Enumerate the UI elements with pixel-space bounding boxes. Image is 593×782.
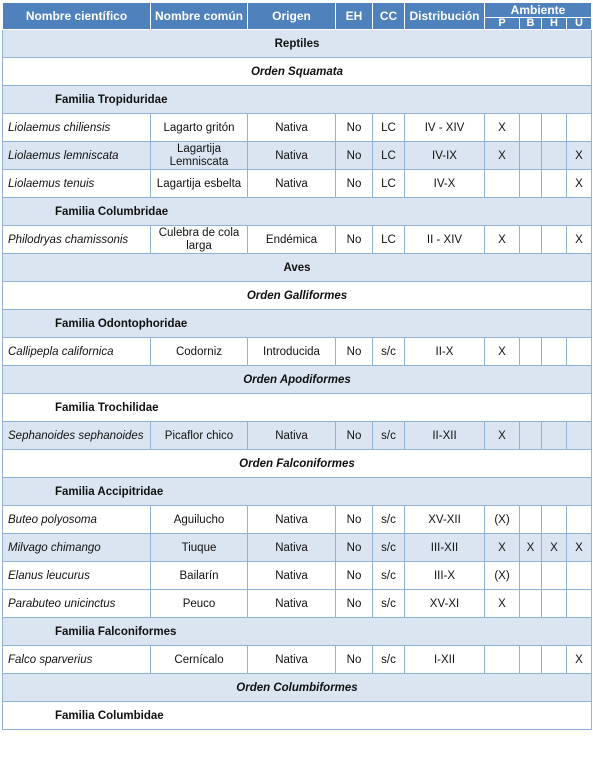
eh-value: No [336,142,373,170]
ambiente-u: X [567,170,592,198]
species-row [3,590,592,618]
species-row [3,562,592,590]
col-eh: EH [336,3,373,30]
scientific-name: Milvago chimango [3,534,151,562]
ambiente-p: X [485,338,520,366]
common-name: Peuco [151,590,248,618]
ambiente-u [567,506,592,534]
ambiente-h [542,506,567,534]
species-row [3,226,592,254]
family-row [3,702,592,730]
distribution: IV-X [405,170,485,198]
species-row [3,422,592,450]
common-name: Codorniz [151,338,248,366]
distribution: II-X [405,338,485,366]
eh-value: No [336,170,373,198]
ambiente-p: X [485,114,520,142]
eh-value: No [336,590,373,618]
eh-value: No [336,114,373,142]
cc-value: s/c [373,590,405,618]
ambiente-b [520,226,542,254]
family-row [3,198,592,226]
ambiente-u: X [567,226,592,254]
ambiente-p: (X) [485,562,520,590]
distribution: XV-XII [405,506,485,534]
distribution: III-XII [405,534,485,562]
eh-value: No [336,562,373,590]
order-label: Orden Galliformes [3,282,592,310]
origin: Nativa [248,114,336,142]
col-origen: Origen [248,3,336,30]
origin: Introducida [248,338,336,366]
family-row [3,478,592,506]
ambiente-p: X [485,422,520,450]
ambiente-h [542,590,567,618]
species-row [3,338,592,366]
ambiente-h [542,170,567,198]
common-name: Tiuque [151,534,248,562]
col-u: U [567,18,592,30]
ambiente-b [520,422,542,450]
ambiente-p: X [485,534,520,562]
ambiente-u: X [567,534,592,562]
ambiente-u [567,562,592,590]
ambiente-p [485,646,520,674]
cc-value: s/c [373,562,405,590]
scientific-name: Liolaemus chiliensis [3,114,151,142]
col-b: B [520,18,542,30]
ambiente-u [567,590,592,618]
species-row [3,114,592,142]
group-row [3,30,592,58]
family-row [3,86,592,114]
origin: Nativa [248,646,336,674]
ambiente-b [520,506,542,534]
origin: Nativa [248,142,336,170]
species-row [3,506,592,534]
origin: Nativa [248,562,336,590]
family-label: Familia Tropiduridae [3,86,592,114]
group-row [3,254,592,282]
ambiente-p: X [485,590,520,618]
origin: Nativa [248,422,336,450]
eh-value: No [336,534,373,562]
scientific-name: Buteo polyosoma [3,506,151,534]
species-row [3,170,592,198]
ambiente-h [542,142,567,170]
cc-value: LC [373,170,405,198]
common-name: Lagartija esbelta [151,170,248,198]
distribution: IV-IX [405,142,485,170]
common-name: Cernícalo [151,646,248,674]
ambiente-b [520,170,542,198]
common-name: Bailarín [151,562,248,590]
col-distribucion: Distribución [405,3,485,30]
ambiente-u [567,422,592,450]
eh-value: No [336,226,373,254]
origin: Nativa [248,506,336,534]
cc-value: s/c [373,422,405,450]
ambiente-h: X [542,534,567,562]
scientific-name: Elanus leucurus [3,562,151,590]
origin: Nativa [248,590,336,618]
cc-value: s/c [373,646,405,674]
header-row [3,3,592,18]
common-name: Lagarto gritón [151,114,248,142]
family-label: Familia Accipitridae [3,478,592,506]
family-label: Familia Falconiformes [3,618,592,646]
ambiente-b [520,562,542,590]
distribution: II-XII [405,422,485,450]
family-row [3,310,592,338]
common-name: Lagartija Lemniscata [151,142,248,170]
eh-value: No [336,338,373,366]
family-label: Familia Columbidae [3,702,592,730]
common-name: Culebra de cola larga [151,226,248,254]
common-name: Aguilucho [151,506,248,534]
col-p: P [485,18,520,30]
distribution: XV-XI [405,590,485,618]
species-row [3,646,592,674]
cc-value: LC [373,142,405,170]
order-row [3,450,592,478]
order-row [3,282,592,310]
order-row [3,58,592,86]
scientific-name: Parabuteo unicinctus [3,590,151,618]
ambiente-u: X [567,646,592,674]
ambiente-u [567,338,592,366]
eh-value: No [336,422,373,450]
family-label: Familia Trochilidae [3,394,592,422]
cc-value: s/c [373,338,405,366]
origin: Nativa [248,170,336,198]
origin: Endémica [248,226,336,254]
cc-value: s/c [373,506,405,534]
common-name: Picaflor chico [151,422,248,450]
distribution: I-XII [405,646,485,674]
scientific-name: Falco sparverius [3,646,151,674]
family-label: Familia Odontophoridae [3,310,592,338]
group-label: Aves [3,254,592,282]
family-row [3,394,592,422]
order-row [3,674,592,702]
order-label: Orden Apodiformes [3,366,592,394]
cc-value: LC [373,226,405,254]
scientific-name: Sephanoides sephanoides [3,422,151,450]
ambiente-p: X [485,142,520,170]
col-nombre-cientifico: Nombre científico [3,3,151,30]
ambiente-u: X [567,142,592,170]
ambiente-h [542,422,567,450]
ambiente-p: (X) [485,506,520,534]
ambiente-h [542,226,567,254]
order-label: Orden Squamata [3,58,592,86]
col-cc: CC [373,3,405,30]
col-nombre-comun: Nombre común [151,3,248,30]
ambiente-b [520,114,542,142]
origin: Nativa [248,534,336,562]
distribution: II - XIV [405,226,485,254]
ambiente-b [520,646,542,674]
scientific-name: Liolaemus lemniscata [3,142,151,170]
scientific-name: Philodryas chamissonis [3,226,151,254]
ambiente-b [520,338,542,366]
ambiente-u [567,114,592,142]
col-h: H [542,18,567,30]
ambiente-p: X [485,226,520,254]
eh-value: No [336,506,373,534]
ambiente-h [542,114,567,142]
cc-value: s/c [373,534,405,562]
ambiente-p [485,170,520,198]
family-row [3,618,592,646]
distribution: III-X [405,562,485,590]
eh-value: No [336,646,373,674]
order-row [3,366,592,394]
species-row [3,534,592,562]
species-row [3,142,592,170]
ambiente-h [542,562,567,590]
ambiente-b [520,142,542,170]
col-ambiente: Ambiente [485,3,592,18]
ambiente-h [542,338,567,366]
scientific-name: Liolaemus tenuis [3,170,151,198]
scientific-name: Callipepla californica [3,338,151,366]
cc-value: LC [373,114,405,142]
family-label: Familia Columbridae [3,198,592,226]
ambiente-h [542,646,567,674]
ambiente-b [520,590,542,618]
ambiente-b: X [520,534,542,562]
order-label: Orden Falconiformes [3,450,592,478]
distribution: IV - XIV [405,114,485,142]
group-label: Reptiles [3,30,592,58]
species-table [2,2,592,730]
order-label: Orden Columbiformes [3,674,592,702]
